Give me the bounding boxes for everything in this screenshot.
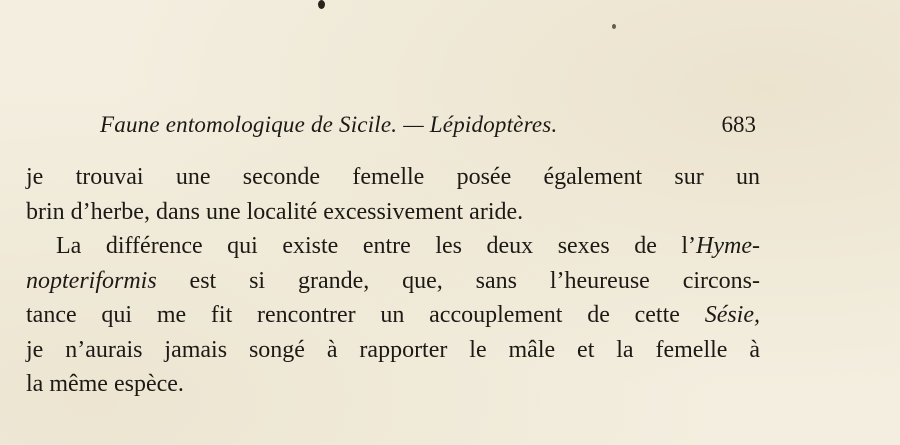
- running-header: [100, 112, 756, 142]
- text-line-4: [26, 264, 760, 299]
- italic-species-name: nopteriformis: [26, 267, 157, 294]
- text-line-7: [26, 367, 760, 402]
- text-segment: je trouvai une seconde femelle posée également sur un: [26, 164, 760, 190]
- text-segment: je n’aurais jamais songé à rapporter le mâle et la femelle à: [26, 336, 760, 363]
- text-line-3: [26, 229, 760, 264]
- text-line-5: [26, 298, 760, 333]
- italic-genus-name: Sésie,: [704, 302, 760, 328]
- ink-speck: [318, 0, 325, 9]
- italic-species-name: Hyme-: [696, 233, 760, 259]
- ink-speck-small: [612, 24, 616, 29]
- text-segment: est si grande, que, sans l’heureuse circons-: [156, 267, 760, 294]
- text-segment: la même espèce.: [26, 371, 184, 397]
- page-number: 683: [721, 112, 756, 137]
- text-line-1: [26, 160, 760, 195]
- text-line-6: [26, 333, 760, 368]
- text-segment: tance qui me fit rencontrer un accouplement de cette: [26, 302, 705, 328]
- text-segment: La différence qui existe entre les deux sexes de l’: [56, 233, 697, 259]
- text-segment: brin d’herbe, dans une localité excessivement aride.: [26, 198, 524, 225]
- body-text: [26, 160, 760, 402]
- header-title: Faune entomologique de Sicile. — Lépidoptères.: [100, 112, 558, 137]
- text-line-2: [26, 195, 760, 230]
